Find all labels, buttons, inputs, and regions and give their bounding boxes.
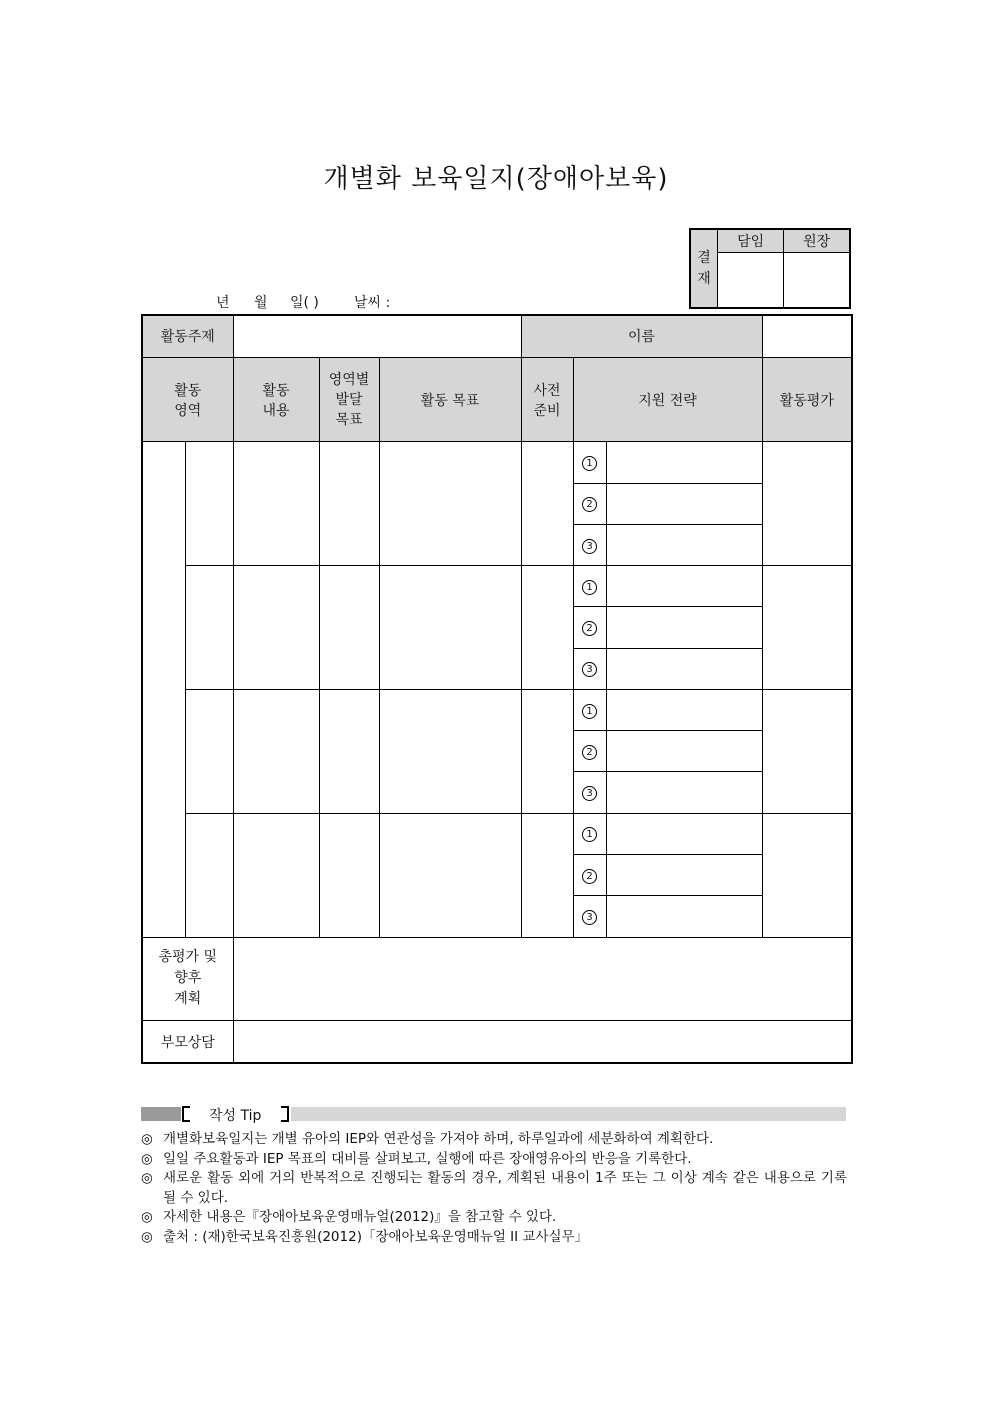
strategy-number-2 — [573, 731, 606, 772]
strategy-number-1 — [573, 442, 606, 483]
date-weather: 날씨 : — [354, 295, 391, 311]
parent-consult-field[interactable] — [233, 1021, 852, 1063]
header-strategy: 지원 전략 — [573, 357, 762, 442]
header-goal-by-area-3: 목표 — [335, 411, 363, 428]
prep-cell[interactable] — [521, 442, 573, 566]
name-label — [521, 315, 762, 357]
tip-item — [141, 1228, 847, 1248]
goal-cell[interactable] — [379, 689, 521, 813]
goal-cell[interactable] — [379, 813, 521, 937]
header-prep-2: 준비 — [533, 402, 561, 419]
strategy-number-1 — [573, 689, 606, 730]
prep-cell[interactable] — [521, 566, 573, 690]
strategy-field[interactable] — [606, 855, 762, 896]
tip-bar-dark — [141, 1107, 181, 1121]
circled-number: 1 — [582, 704, 597, 719]
approval-side-2: 재 — [697, 270, 711, 287]
approval-side-label — [690, 229, 718, 308]
bullet-icon: ◎ — [141, 1131, 153, 1147]
summary-label-3: 계획 — [174, 991, 202, 1008]
tip-text: 개별화보육일지는 개별 유아의 IEP와 연관성을 가져야 하며, 하루일과에 세분화하여 계획한다. — [163, 1131, 714, 1147]
circled-number: 1 — [582, 580, 597, 595]
goal-by-area-cell[interactable] — [319, 689, 379, 813]
circled-number: 1 — [582, 827, 597, 842]
tip-text: 출처 : (재)한국보육진흥원(2012)「장애아보육운영매뉴얼 II 교사실무」 — [163, 1228, 589, 1245]
circled-number: 2 — [582, 869, 597, 884]
strategy-field[interactable] — [606, 731, 762, 772]
subarea-cell[interactable] — [185, 566, 233, 690]
goal-by-area-cell[interactable] — [319, 566, 379, 690]
tip-item — [141, 1208, 847, 1228]
approval-teacher-sign[interactable] — [718, 253, 784, 309]
approval-box — [689, 228, 851, 309]
subarea-cell[interactable] — [185, 689, 233, 813]
strategy-field[interactable] — [606, 813, 762, 854]
date-day: 일( ) — [290, 295, 319, 311]
bullet-icon: ◎ — [141, 1150, 153, 1167]
circled-number: 3 — [582, 662, 597, 677]
strategy-field[interactable] — [606, 772, 762, 813]
date-month: 월 — [254, 295, 268, 311]
header-area-2: 영역 — [174, 402, 202, 419]
childcare-log-table — [141, 314, 853, 1064]
strategy-field[interactable] — [606, 648, 762, 689]
date-year: 년 — [216, 295, 230, 311]
prep-cell[interactable] — [521, 813, 573, 937]
summary-label-2: 향후 — [174, 970, 202, 987]
strategy-number-2 — [573, 607, 606, 648]
approval-director-label: 원장 — [784, 229, 850, 253]
summary-label — [142, 937, 233, 1021]
strategy-number-1 — [573, 813, 606, 854]
name-label-text: 이름 — [628, 329, 656, 346]
circled-number: 3 — [582, 539, 597, 554]
header-goal-by-area-2: 발달 — [335, 391, 363, 408]
tip-bar-light — [291, 1107, 846, 1121]
tip-item — [141, 1169, 847, 1208]
circled-number: 2 — [582, 497, 597, 512]
strategy-field[interactable] — [606, 896, 762, 937]
bullet-icon: ◎ — [141, 1170, 153, 1186]
content-cell[interactable] — [233, 689, 319, 813]
tip-text: 일일 주요활동과 IEP 목표의 대비를 살펴보고, 실행에 따른 장애영유아의 반응을 기록한다. — [163, 1150, 692, 1167]
goal-cell[interactable] — [379, 566, 521, 690]
strategy-field[interactable] — [606, 483, 762, 524]
topic-field[interactable] — [233, 315, 521, 357]
goal-by-area-cell[interactable] — [319, 813, 379, 937]
goal-cell[interactable] — [379, 442, 521, 566]
content-cell[interactable] — [233, 566, 319, 690]
strategy-number-3 — [573, 772, 606, 813]
header-content — [233, 357, 319, 442]
header-prep — [521, 357, 573, 442]
header-content-1: 활동 — [262, 382, 290, 399]
bullet-icon: ◎ — [141, 1209, 153, 1225]
name-field[interactable] — [762, 315, 852, 357]
content-cell[interactable] — [233, 442, 319, 566]
strategy-field[interactable] — [606, 607, 762, 648]
summary-label-1: 총평가 및 — [158, 949, 218, 966]
tip-bracket-left — [182, 1106, 190, 1122]
page-title: 개별화 보육일지(장애아보육) — [323, 164, 669, 194]
header-prep-1: 사전 — [533, 382, 561, 399]
date-line — [216, 292, 390, 312]
circled-number: 2 — [582, 745, 597, 760]
strategy-field[interactable] — [606, 524, 762, 565]
prep-cell[interactable] — [521, 689, 573, 813]
tip-item — [141, 1150, 847, 1170]
header-goal-by-area-1: 영역별 — [328, 371, 370, 388]
approval-teacher-label: 담임 — [718, 229, 784, 253]
tip-list — [141, 1130, 847, 1247]
tip-text: 자세한 내용은『장애아보육운영매뉴얼(2012)』을 참고할 수 있다. — [163, 1209, 557, 1225]
eval-cell[interactable] — [762, 813, 852, 937]
eval-cell[interactable] — [762, 442, 852, 566]
tip-bracket-right — [281, 1106, 289, 1122]
circled-number: 2 — [582, 621, 597, 636]
subarea-cell[interactable] — [185, 442, 233, 566]
strategy-field[interactable] — [606, 566, 762, 607]
header-area-1: 활동 — [174, 382, 202, 399]
strategy-field[interactable] — [606, 442, 762, 483]
topic-label: 활동주제 — [142, 315, 233, 357]
strategy-number-1 — [573, 566, 606, 607]
approval-side-1: 결 — [697, 249, 711, 266]
circled-number: 3 — [582, 910, 597, 925]
tip-header — [141, 1106, 846, 1122]
strategy-number-2 — [573, 483, 606, 524]
strategy-number-2 — [573, 855, 606, 896]
header-eval: 활동평가 — [762, 357, 852, 442]
strategy-number-3 — [573, 648, 606, 689]
header-goal: 활동 목표 — [379, 357, 521, 442]
content-cell[interactable] — [233, 813, 319, 937]
circled-number: 1 — [582, 456, 597, 471]
bullet-icon: ◎ — [141, 1228, 153, 1245]
strategy-number-3 — [573, 896, 606, 937]
tip-item — [141, 1130, 847, 1150]
header-content-2: 내용 — [262, 402, 290, 419]
approval-director-sign[interactable] — [784, 253, 850, 309]
header-goal-by-area — [319, 357, 379, 442]
header-area — [142, 357, 233, 442]
goal-by-area-cell[interactable] — [319, 442, 379, 566]
tip-text: 새로운 활동 외에 거의 반복적으로 진행되는 활동의 경우, 계획된 내용이 1주 또는 그 이상 계속 같은 내용으로 기록될 수 있다. — [163, 1170, 847, 1206]
subarea-cell[interactable] — [185, 813, 233, 937]
circled-number: 3 — [582, 786, 597, 801]
eval-cell[interactable] — [762, 566, 852, 690]
parent-consult-label: 부모상담 — [142, 1021, 233, 1063]
area-cell[interactable] — [142, 442, 185, 937]
strategy-field[interactable] — [606, 689, 762, 730]
eval-cell[interactable] — [762, 689, 852, 813]
summary-field[interactable] — [233, 937, 852, 1021]
strategy-number-3 — [573, 524, 606, 565]
tip-label: 작성 Tip — [209, 1108, 262, 1124]
